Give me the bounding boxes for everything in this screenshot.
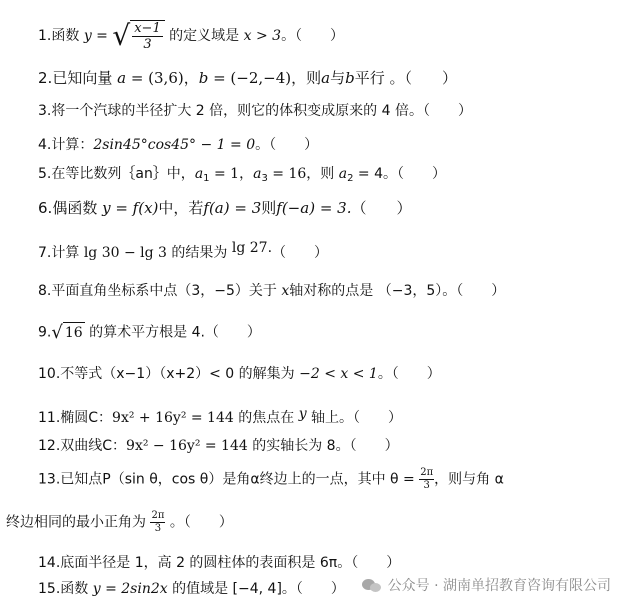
answer-blank: = 4。（ ） xyxy=(353,166,447,182)
text: 双曲线C： xyxy=(60,438,127,454)
subscript: 3 xyxy=(261,173,268,184)
math: a xyxy=(321,69,331,87)
question-number: 12. xyxy=(38,438,61,454)
fraction xyxy=(150,510,165,535)
question-14 xyxy=(38,553,400,573)
text: 偶函数 xyxy=(52,199,103,217)
question-number: 2. xyxy=(38,69,53,87)
question-7 xyxy=(38,238,328,263)
question-13-continued xyxy=(6,510,233,535)
question-3 xyxy=(38,101,472,121)
text: 与 xyxy=(330,69,346,87)
question-number: 15. xyxy=(38,581,61,597)
text: 计算 xyxy=(51,245,84,261)
math: = (−2,−4)，则 xyxy=(208,69,322,87)
text: 的结果为 xyxy=(166,245,232,261)
question-number: 3. xyxy=(38,103,52,119)
radical: √ $\frac{x-1}{3}$ xyxy=(112,20,164,52)
question-number: 11. xyxy=(38,410,61,426)
watermark-text: 公众号 · 湖南单招教育咨询有限公司 xyxy=(387,578,611,594)
answer-blank: 。（ ） xyxy=(165,514,233,531)
subscript: 2 xyxy=(347,173,354,184)
question-10 xyxy=(38,364,441,384)
denominator: 3 xyxy=(143,37,152,52)
text: 的定义域是 xyxy=(164,28,244,44)
math: = 1， xyxy=(209,166,254,182)
denominator: 3 xyxy=(423,480,430,491)
question-9 xyxy=(38,322,261,343)
subscript: 1 xyxy=(203,173,210,184)
answer-blank: （ ） xyxy=(351,199,412,217)
wechat-icon xyxy=(362,577,382,593)
text: 的值域是 [−4, 4]。（ ） xyxy=(167,581,345,597)
question-number: 7. xyxy=(38,245,52,261)
question-number: 4. xyxy=(38,137,52,153)
question-6 xyxy=(38,198,411,218)
math: = xyxy=(91,28,113,44)
math: b xyxy=(198,69,209,87)
question-number: 13. xyxy=(38,471,61,488)
text: 中，若 xyxy=(158,199,204,217)
question-5 xyxy=(38,164,446,189)
math: y = f(x) xyxy=(102,199,159,217)
radicand: 16 xyxy=(63,322,85,343)
math: y xyxy=(83,28,92,44)
math: 9x² − 16y² = 144 xyxy=(126,438,248,454)
math: lg 30 − lg 3 xyxy=(83,245,167,261)
fraction xyxy=(419,467,434,492)
text: 的实轴长为 8。（ ） xyxy=(247,438,399,454)
math: = 16，则 xyxy=(267,166,339,182)
math: a xyxy=(338,166,348,182)
question-11 xyxy=(38,404,402,428)
math: lg 27. xyxy=(231,240,273,256)
question-number: 9. xyxy=(38,324,52,341)
text: 已知向量 xyxy=(52,69,118,87)
text: 不等式（x−1）（x+2）< 0 的解集为 xyxy=(60,366,300,382)
text: 的算术平方根是 4.（ ） xyxy=(84,324,261,341)
text: 计算： xyxy=(51,137,94,153)
text: 的焦点在 xyxy=(233,410,299,426)
math: a xyxy=(253,166,262,182)
math: 2sin45°cos45° − 1 = 0 xyxy=(93,137,256,153)
numerator: x−1 xyxy=(134,21,161,36)
text: 函数 xyxy=(60,581,93,597)
text: 平面直角坐标系中点（3，−5）关于 xyxy=(51,283,282,299)
math: −2 < x < 1 xyxy=(299,366,378,382)
text: ，则与角 α xyxy=(434,471,504,488)
math: y xyxy=(298,406,307,422)
math: 9x² + 16y² = 144 xyxy=(112,410,234,426)
question-12 xyxy=(38,436,399,456)
question-number: 14. xyxy=(38,555,61,571)
question-1 xyxy=(38,20,344,52)
question-number: 5. xyxy=(38,166,52,182)
radical: √ 16 xyxy=(51,321,83,343)
answer-blank: 。（ ） xyxy=(255,137,319,153)
text: 则 xyxy=(261,199,277,217)
text: 轴上。（ ） xyxy=(306,410,403,426)
numerator: 2π xyxy=(420,467,434,478)
text: 已知点P（sin θ，cos θ）是角α终边上的一点，其中 θ = xyxy=(60,471,420,488)
math: = (3,6)， xyxy=(126,69,199,87)
math: f(a) = 3 xyxy=(203,199,262,217)
numerator: 2π xyxy=(151,510,165,521)
question-number: 1. xyxy=(38,28,52,44)
text: 底面半径是 1，高 2 的圆柱体的表面积是 6π。（ ） xyxy=(60,555,401,571)
answer-blank: 平行 。（ ） xyxy=(354,69,457,87)
watermark xyxy=(362,575,611,595)
question-4 xyxy=(38,135,318,155)
question-2 xyxy=(38,68,457,88)
question-number: 8. xyxy=(38,283,52,299)
answer-blank: 。（ ） xyxy=(377,366,441,382)
math: f(−a) = 3. xyxy=(276,199,352,217)
question-13 xyxy=(38,467,504,492)
math: y = 2sin2x xyxy=(92,581,168,597)
math: a xyxy=(194,166,204,182)
text: 函数 xyxy=(51,28,84,44)
question-number: 6. xyxy=(38,199,53,217)
text: 终边相同的最小正角为 xyxy=(6,514,151,531)
math: x > 3 xyxy=(243,28,282,44)
text: 轴对称的点是 （−3，5）。（ ） xyxy=(289,283,506,299)
text: 将一个汽球的半径扩大 2 倍，则它的体积变成原来的 4 倍。（ ） xyxy=(51,103,472,119)
fraction xyxy=(132,21,163,52)
question-15 xyxy=(38,579,345,599)
text: 椭圆C： xyxy=(60,410,113,426)
math: a xyxy=(117,69,127,87)
text: 在等比数列｛an｝中， xyxy=(51,166,195,182)
answer-blank: （ ） xyxy=(272,245,329,261)
math: b xyxy=(345,69,355,87)
question-8 xyxy=(38,281,505,301)
question-number: 10. xyxy=(38,366,61,382)
math: x xyxy=(281,283,290,299)
denominator: 3 xyxy=(154,523,162,534)
answer-blank: 。（ ） xyxy=(281,28,345,44)
